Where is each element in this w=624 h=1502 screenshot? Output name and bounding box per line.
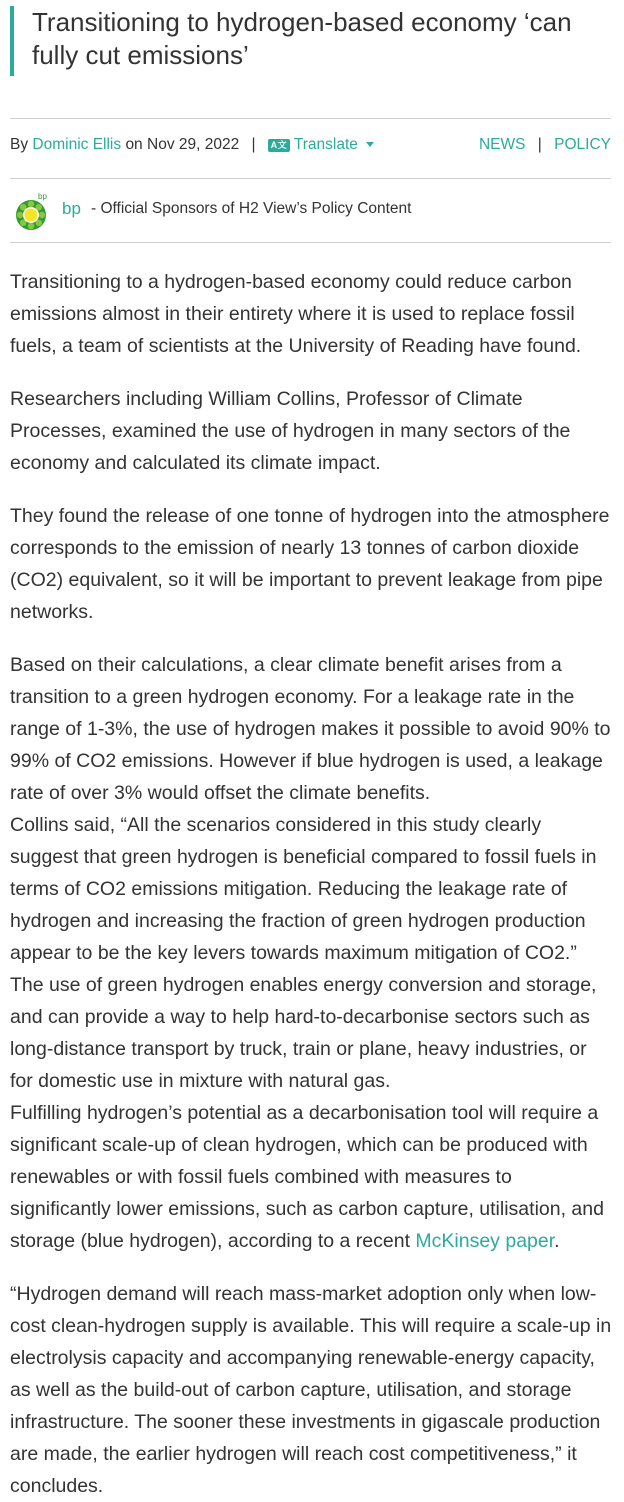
byline-on: on [125,136,143,153]
sponsor-name-link[interactable]: bp [62,199,81,218]
byline-separator: | [251,136,256,153]
translate-button[interactable] [268,136,374,153]
byline-by: By [10,136,29,153]
author-link[interactable]: Dominic Ellis [32,136,122,153]
divider [10,118,611,119]
article-title: Transitioning to hydrogen-based economy ‘can fully cut emissions’ [32,7,572,70]
publish-date: Nov 29, 2022 [147,136,240,153]
paragraph: Researchers including William Collins, Professor of Climate Processes, examined the use of hydrogen in many sectors of the economy and calculated its climate impact. [10,388,571,474]
translate-label: Translate [293,136,358,153]
mckinsey-paper-link[interactable]: McKinsey paper [415,1230,555,1252]
quote-paragraph: “Hydrogen demand will reach mass-market adoption only when low-cost clean-hydrogen supply is available. This will require a scale-up in electrolysis capacity and accompanying renewable-energy capacity, as well as the build-out of carbon capture, utilisation, and storage infrastructure. The sooner these investments in gigascale production are made, the earlier hydrogen will reach cost competitiveness,” it concludes. [10,1283,612,1497]
category-news-link[interactable]: NEWS [478,136,526,153]
paragraph: Collins said, “All the scenarios considered in this study clearly suggest that green hydrogen is beneficial compared to fossil fuels in terms of CO2 emissions mitigation. Reducing the leakage rate of hydrogen and increasing the fraction of green hydrogen production appear to be the key levers towards maximum mitigation of CO2.” [10,814,597,964]
sponsor-banner [10,189,611,233]
bp-logo-text: bp [38,192,47,201]
byline [10,133,611,157]
bp-logo-icon[interactable] [14,191,48,231]
translate-icon: A文 [268,139,290,152]
category-links [479,133,611,157]
category-separator: | [537,136,542,153]
divider [10,178,611,179]
paragraph: Transitioning to a hydrogen-based economy could reduce carbon emissions almost in their entirety where it is used to replace fossil fuels, a team of scientists at the University of Reading have found. [10,271,582,357]
sponsor-text: - Official Sponsors of H2 View’s Policy Content [91,200,412,217]
paragraph: The use of green hydrogen enables energy conversion and storage, and can provide a way to help hard-to-decarbonise sectors such as long-distance transport by truck, train or plane, heavy industries, or for domestic use in mixture with natural gas. [10,974,597,1092]
paragraph-with-link [10,1097,614,1257]
paragraph-text: Fulfilling hydrogen’s potential as a decarbonisation tool will require a significant scale-up of clean hydrogen, which can be produced with renewables or with fossil fuels combined with measures to significantly lower emissions, such as carbon capture, utilisation, and storage (blue hydrogen), according to a recent [10,1102,604,1252]
paragraph: Based on their calculations, a clear climate benefit arises from a transition to a green hydrogen economy. For a leakage rate in the range of 1-3%, the use of hydrogen makes it possible to avoid 90% to 99% of CO2 emissions. However if blue hydrogen is used, a leakage rate of over 3% would offset the climate benefits. [10,654,611,804]
article-body [10,266,614,1502]
paragraph-text: . [554,1230,560,1252]
divider [10,242,611,243]
caret-down-icon [366,142,374,147]
title-block [10,6,610,76]
paragraph: They found the release of one tonne of hydrogen into the atmosphere corresponds to the emission of nearly 13 tonnes of carbon dioxide (CO2) equivalent, so it will be important to prevent leakage from pipe networks. [10,505,610,623]
category-policy-link[interactable]: POLICY [554,136,611,153]
